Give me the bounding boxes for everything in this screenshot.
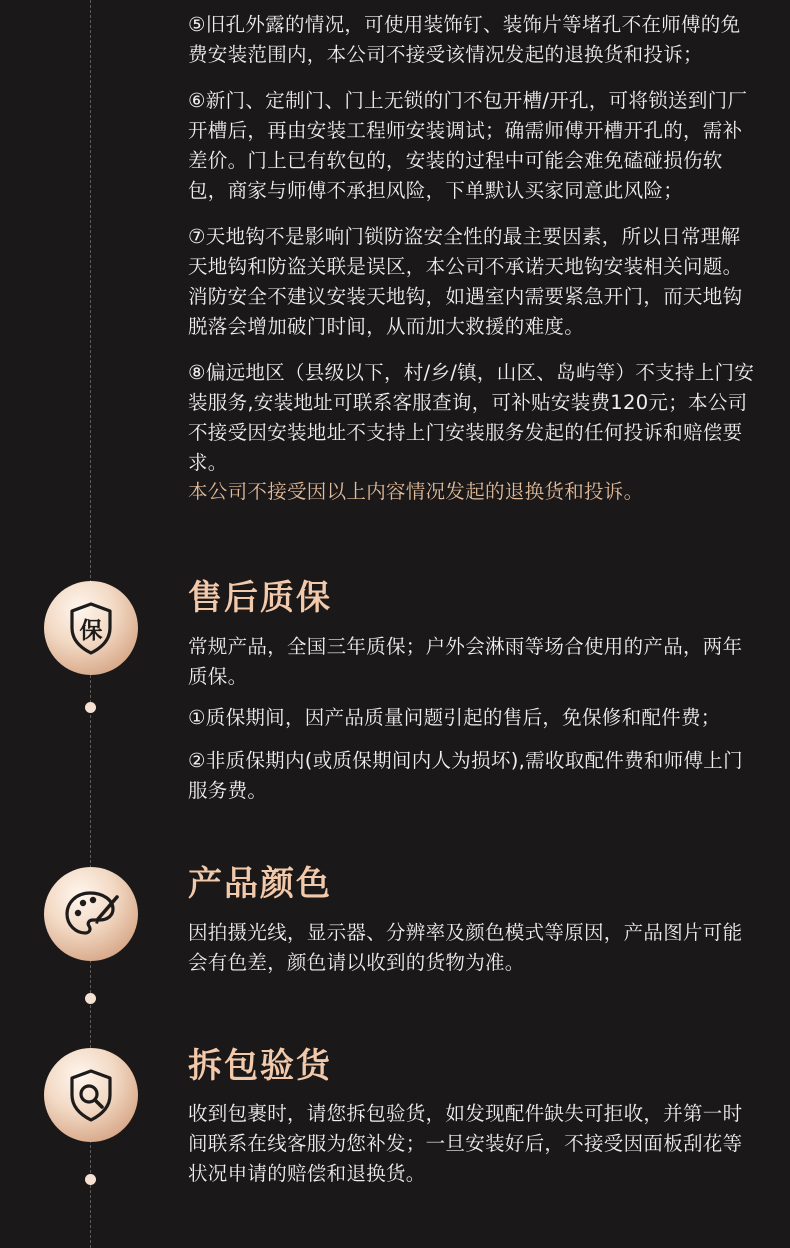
section-title-color: 产品颜色: [188, 864, 332, 904]
timeline-dot: [85, 993, 96, 1004]
inspection-badge: [44, 1048, 138, 1142]
timeline-dot: [85, 1174, 96, 1185]
section-title-inspection: 拆包验货: [188, 1046, 332, 1086]
shield-search-icon: [61, 1065, 121, 1125]
install-note-item-7: ⑦天地钩不是影响门锁防盗安全性的最主要因素，所以日常理解天地钩和防盗关联是误区，本公司不承诺天地钩安装相关问题。消防安全不建议安装天地钩，如遇室内需要紧急开门，而天地钩脱落会增加破门时间，从而加大救援的难度。: [188, 225, 743, 338]
install-note-item-6: ⑥新门、定制门、门上无锁的门不包开槽/开孔，可将锁送到门厂开槽后，再由安装工程师安装调试；确需师傅开槽开孔的，需补差价。门上已有软包的，安装的过程中可能会难免磕碰损伤软包，商家与师傅不承担风险，下单默认买家同意此风险；: [188, 89, 748, 202]
color-text: 因拍摄光线，显示器、分辨率及颜色模式等原因，产品图片可能会有色差，颜色请以收到的货物为准。: [188, 921, 743, 974]
section-title-warranty: 售后质保: [188, 578, 332, 618]
warranty-item-1: ①质保期间，因产品质量问题引起的售后，免保修和配件费；: [188, 706, 721, 729]
shield-bao-icon: [61, 598, 121, 658]
install-note-item-5: ⑤旧孔外露的情况，可使用装饰钉、装饰片等堵孔不在师傅的免费安装范围内，本公司不接受该情况发起的退换货和投诉；: [188, 13, 741, 66]
inspection-text: 收到包裹时，请您拆包验货，如发现配件缺失可拒收，并第一时间联系在线客服为您补发；一旦安装好后，不接受因面板刮花等状况申请的赔偿和退换货。: [188, 1102, 743, 1185]
warranty-item-2: ②非质保期内(或质保期间内人为损坏),需收取配件费和师傅上门服务费。: [188, 749, 743, 802]
warranty-text: 常规产品，全国三年质保；户外会淋雨等场合使用的产品，两年质保。: [188, 635, 743, 688]
timeline-dot: [85, 702, 96, 713]
install-disclaimer: 本公司不接受因以上内容情况发起的退换货和投诉。: [188, 480, 644, 503]
color-badge: [44, 867, 138, 961]
warranty-badge: [44, 581, 138, 675]
install-note-item-8: ⑧偏远地区（县级以下，村/乡/镇，山区、岛屿等）不支持上门安装服务,安装地址可联系客服查询，可补贴安装费120元；本公司不接受因安装地址不支持上门安装服务发起的任何投诉和赔偿要求。: [188, 361, 755, 474]
palette-icon: [60, 883, 122, 945]
svg-text:保: 保: [79, 618, 103, 644]
